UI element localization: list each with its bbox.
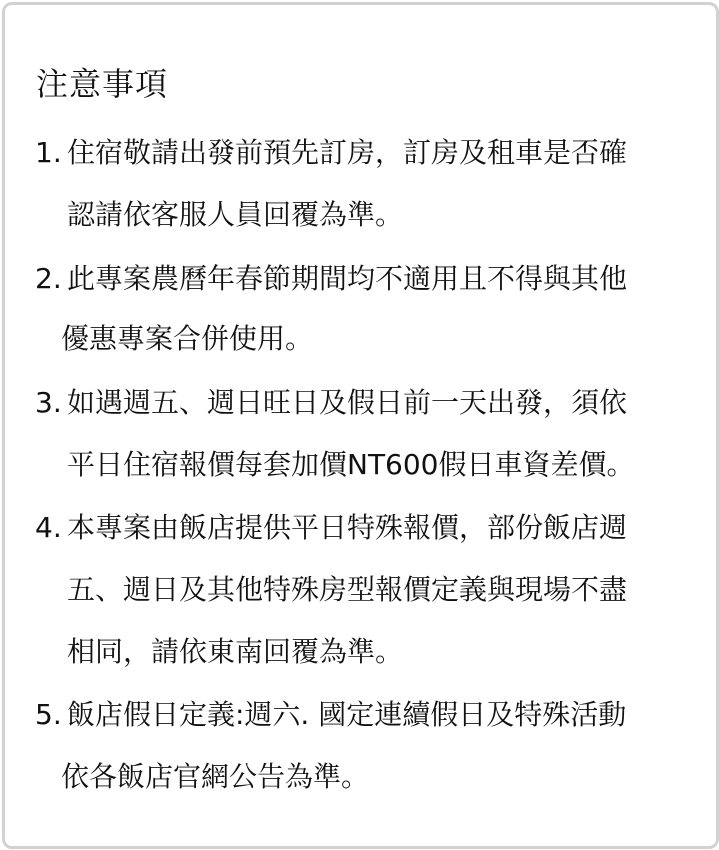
item-2-line-1	[35, 259, 627, 299]
item-1-line-1	[35, 133, 627, 173]
item-number: 3.	[35, 386, 62, 419]
notice-panel	[2, 2, 719, 849]
item-2-line-2: 優惠專案合併使用。	[61, 322, 314, 355]
item-text: 本專案由飯店提供平日特殊報價，部份飯店週	[67, 511, 628, 544]
item-5-line-1	[35, 695, 626, 735]
item-text: 飯店假日定義:週六. 國定連續假日及特殊活動	[67, 698, 627, 731]
item-number: 2.	[35, 262, 62, 295]
item-number: 4.	[35, 511, 62, 544]
item-number: 5.	[35, 698, 62, 731]
item-3-line-1	[35, 383, 627, 423]
item-text: 此專案農曆年春節期間均不適用且不得與其他	[67, 262, 628, 295]
notice-title: 注意事項	[36, 65, 169, 103]
item-4-line-3: 相同，請依東南回覆為準。	[67, 635, 404, 668]
item-4-line-1	[35, 508, 627, 548]
item-5-line-2: 依各飯店官網公告為準。	[61, 760, 370, 793]
item-text: 住宿敬請出發前預先訂房，訂房及租車是否確	[67, 136, 628, 169]
item-1-line-2: 認請依客服人員回覆為準。	[67, 198, 404, 231]
item-text: 如遇週五、週日旺日及假日前一天出發，須依	[67, 386, 628, 419]
item-3-line-2: 平日住宿報價每套加價NT600假日車資差價。	[67, 448, 635, 481]
item-number: 1.	[35, 136, 62, 169]
item-4-line-2: 五、週日及其他特殊房型報價定義與現場不盡	[67, 573, 628, 606]
